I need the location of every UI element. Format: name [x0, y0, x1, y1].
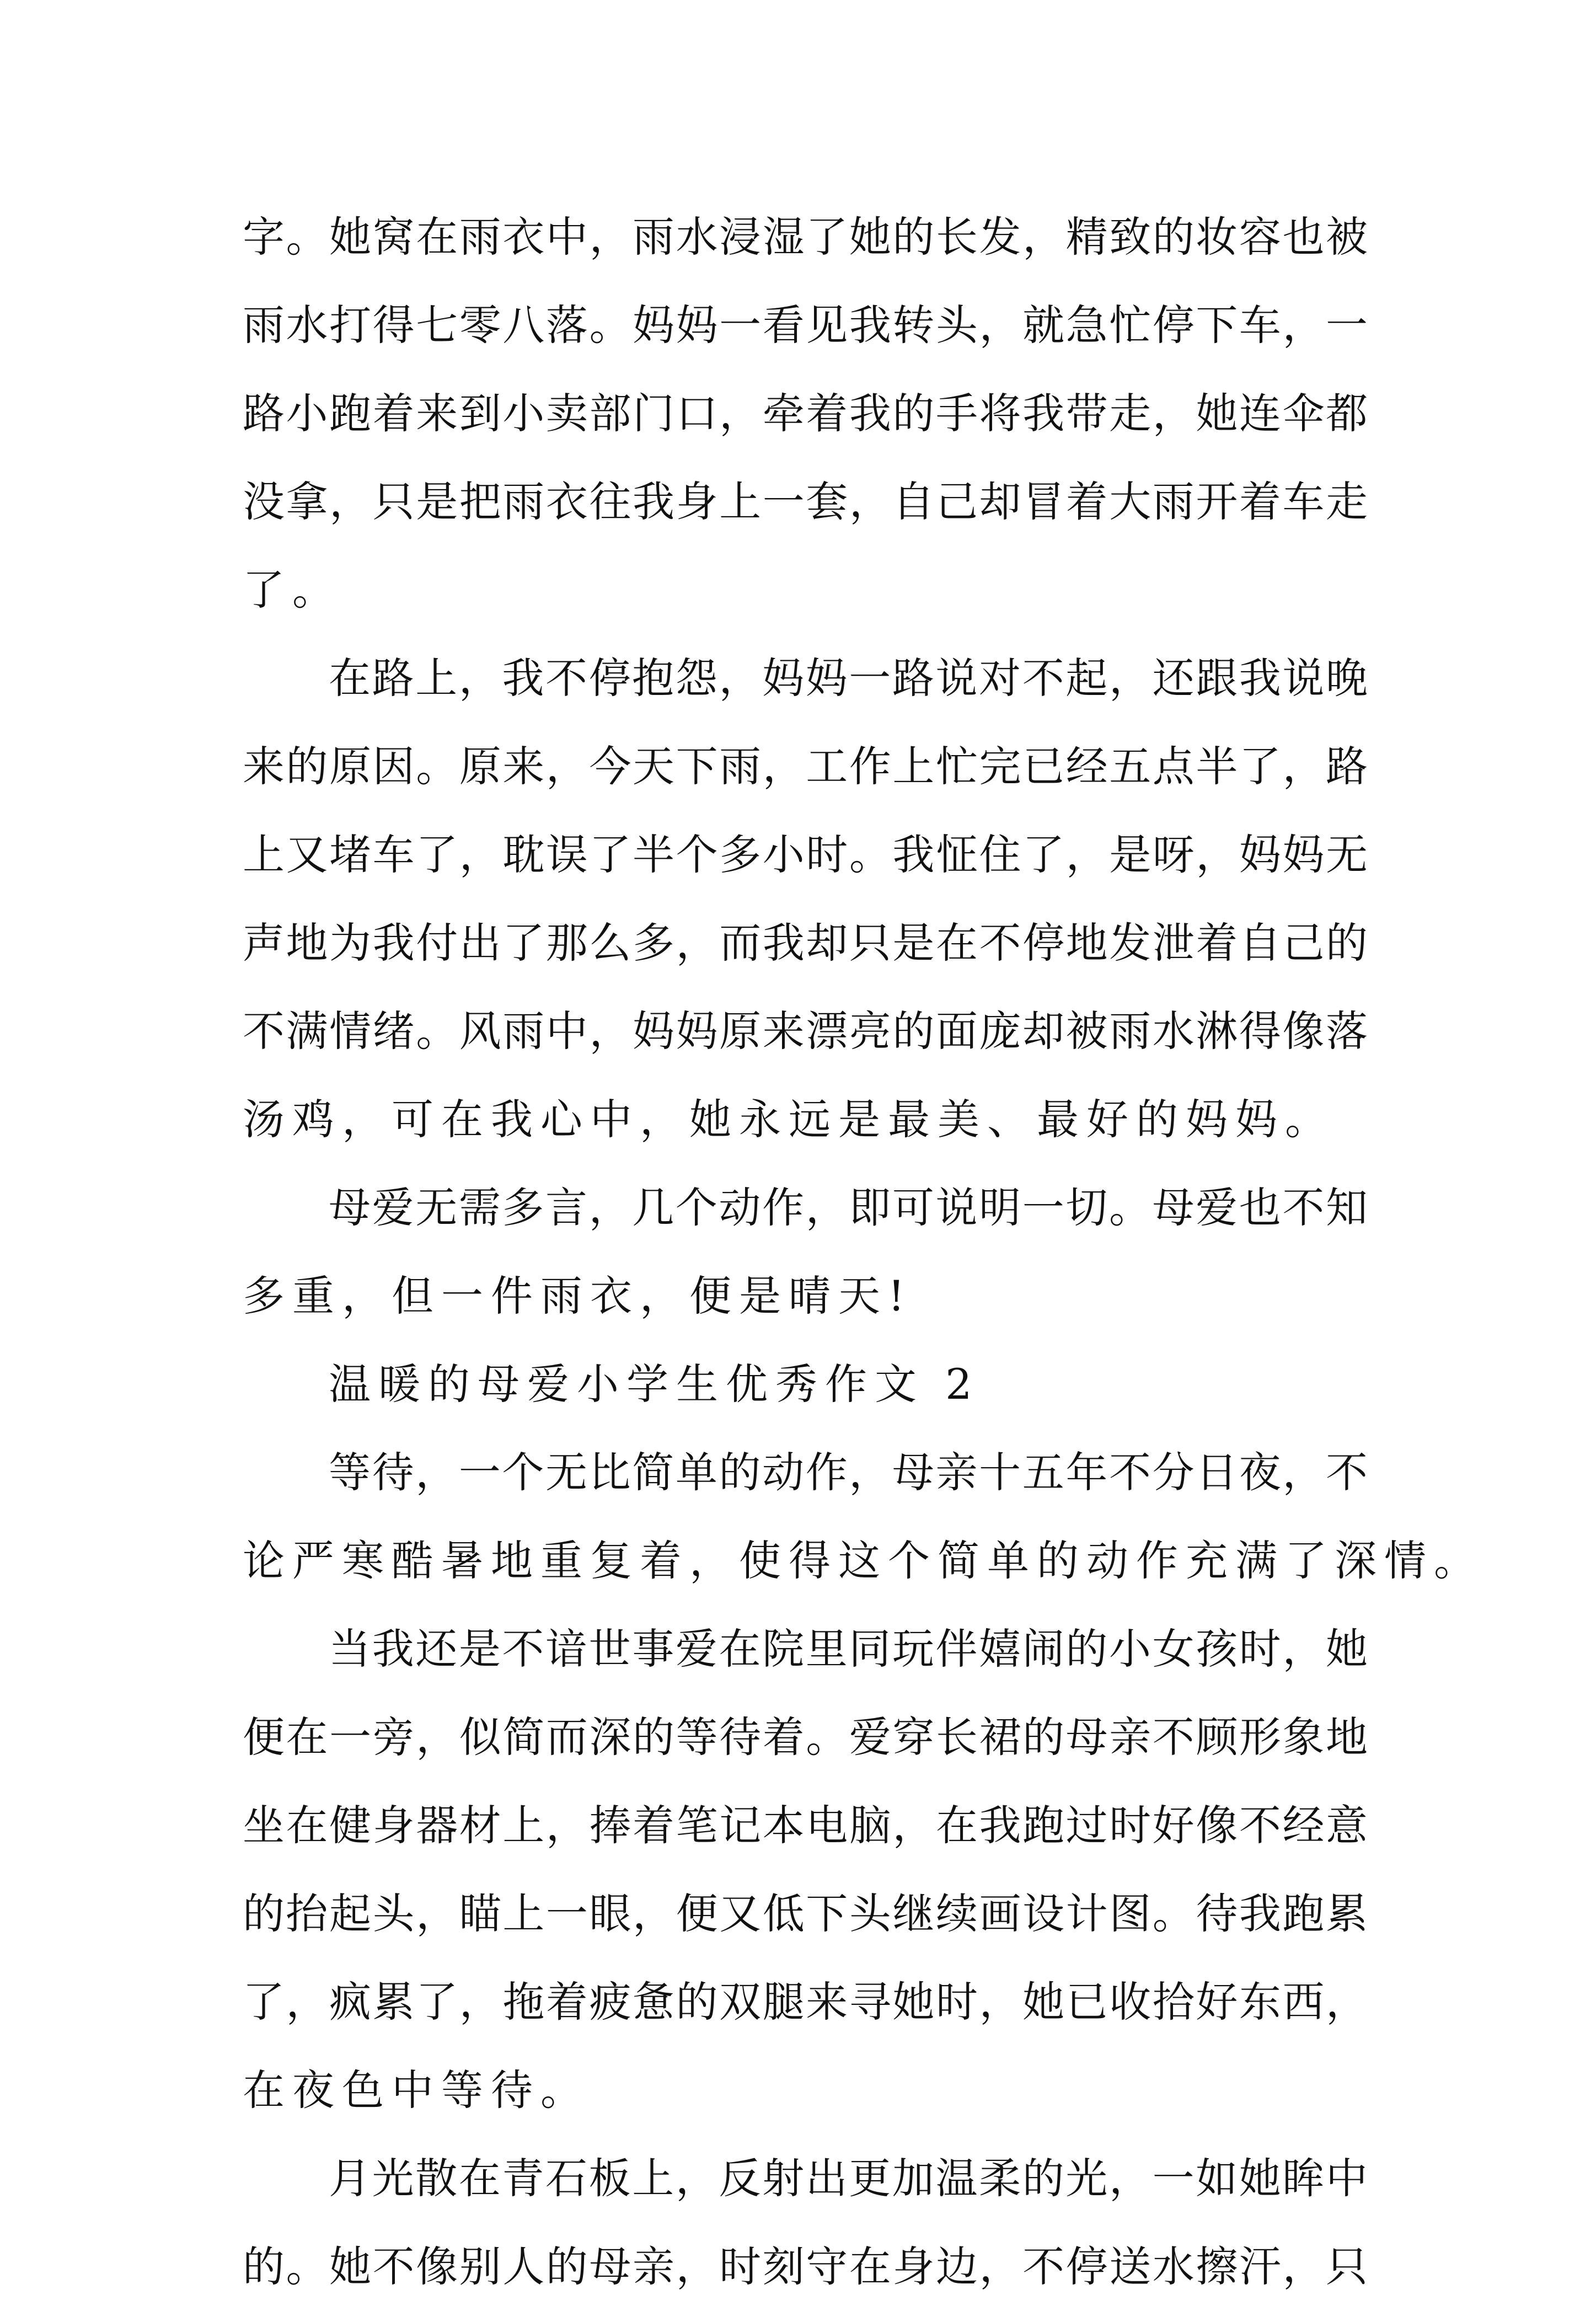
paragraph-line: 雨水打得七零八落。妈妈一看见我转头，就急忙停下车，一 [243, 301, 1368, 350]
paragraph-line: 的。她不像别人的母亲，时刻守在身边，不停送水擦汗，只 [243, 2242, 1368, 2291]
paragraph-line: 路小跑着来到小卖部门口，牵着我的手将我带走，她连伞都 [243, 389, 1368, 438]
paragraph-line: 了，疯累了，拖着疲惫的双腿来寻她时，她已收拾好东西， [243, 1977, 1368, 2026]
paragraph-line: 不满情绪。风雨中，妈妈原来漂亮的面庞却被雨水淋得像落 [243, 1007, 1368, 1056]
paragraph-line: 声地为我付出了那么多，而我却只是在不停地发泄着自己的 [243, 918, 1368, 967]
paragraph-line: 论严寒酷暑地重复着，使得这个简单的动作充满了深情。 [243, 1536, 1483, 1585]
section-heading: 温暖的母爱小学生优秀作文 2 [329, 1360, 980, 1409]
paragraph-line: 没拿，只是把雨衣往我身上一套，自己却冒着大雨开着车走 [243, 477, 1368, 526]
paragraph-line: 当我还是不谙世事爱在院里同玩伴嬉闹的小女孩时，她 [329, 1624, 1368, 1673]
paragraph-line: 来的原因。原来，今天下雨，工作上忙完已经五点半了，路 [243, 742, 1368, 791]
paragraph-line: 的抬起头，瞄上一眼，便又低下头继续画设计图。待我跑累 [243, 1889, 1368, 1938]
paragraph-line: 等待，一个无比简单的动作，母亲十五年不分日夜，不 [329, 1448, 1368, 1497]
paragraph-line: 便在一旁，似简而深的等待着。爱穿长裙的母亲不顾形象地 [243, 1713, 1368, 1762]
paragraph-line: 坐在健身器材上，捧着笔记本电脑，在我跑过时好像不经意 [243, 1801, 1368, 1850]
paragraph-line: 母爱无需多言，几个动作，即可说明一切。母爱也不知 [329, 1183, 1368, 1232]
paragraph-line: 了。 [243, 565, 342, 614]
paragraph-line: 月光散在青石板上，反射出更加温柔的光，一如她眸中 [329, 2154, 1368, 2203]
paragraph-line: 在路上，我不停抱怨，妈妈一路说对不起，还跟我说晚 [329, 654, 1368, 703]
paragraph-line: 多重，但一件雨衣，便是晴天! [243, 1271, 913, 1320]
paragraph-line: 上又堵车了，耽误了半个多小时。我怔住了，是呀，妈妈无 [243, 830, 1368, 879]
paragraph-line: 汤鸡，可在我心中，她永远是最美、最好的妈妈。 [243, 1095, 1335, 1144]
paragraph-line: 字。她窝在雨衣中，雨水浸湿了她的长发，精致的妆容也被 [243, 212, 1368, 261]
paragraph-line: 在夜色中等待。 [243, 2066, 590, 2115]
